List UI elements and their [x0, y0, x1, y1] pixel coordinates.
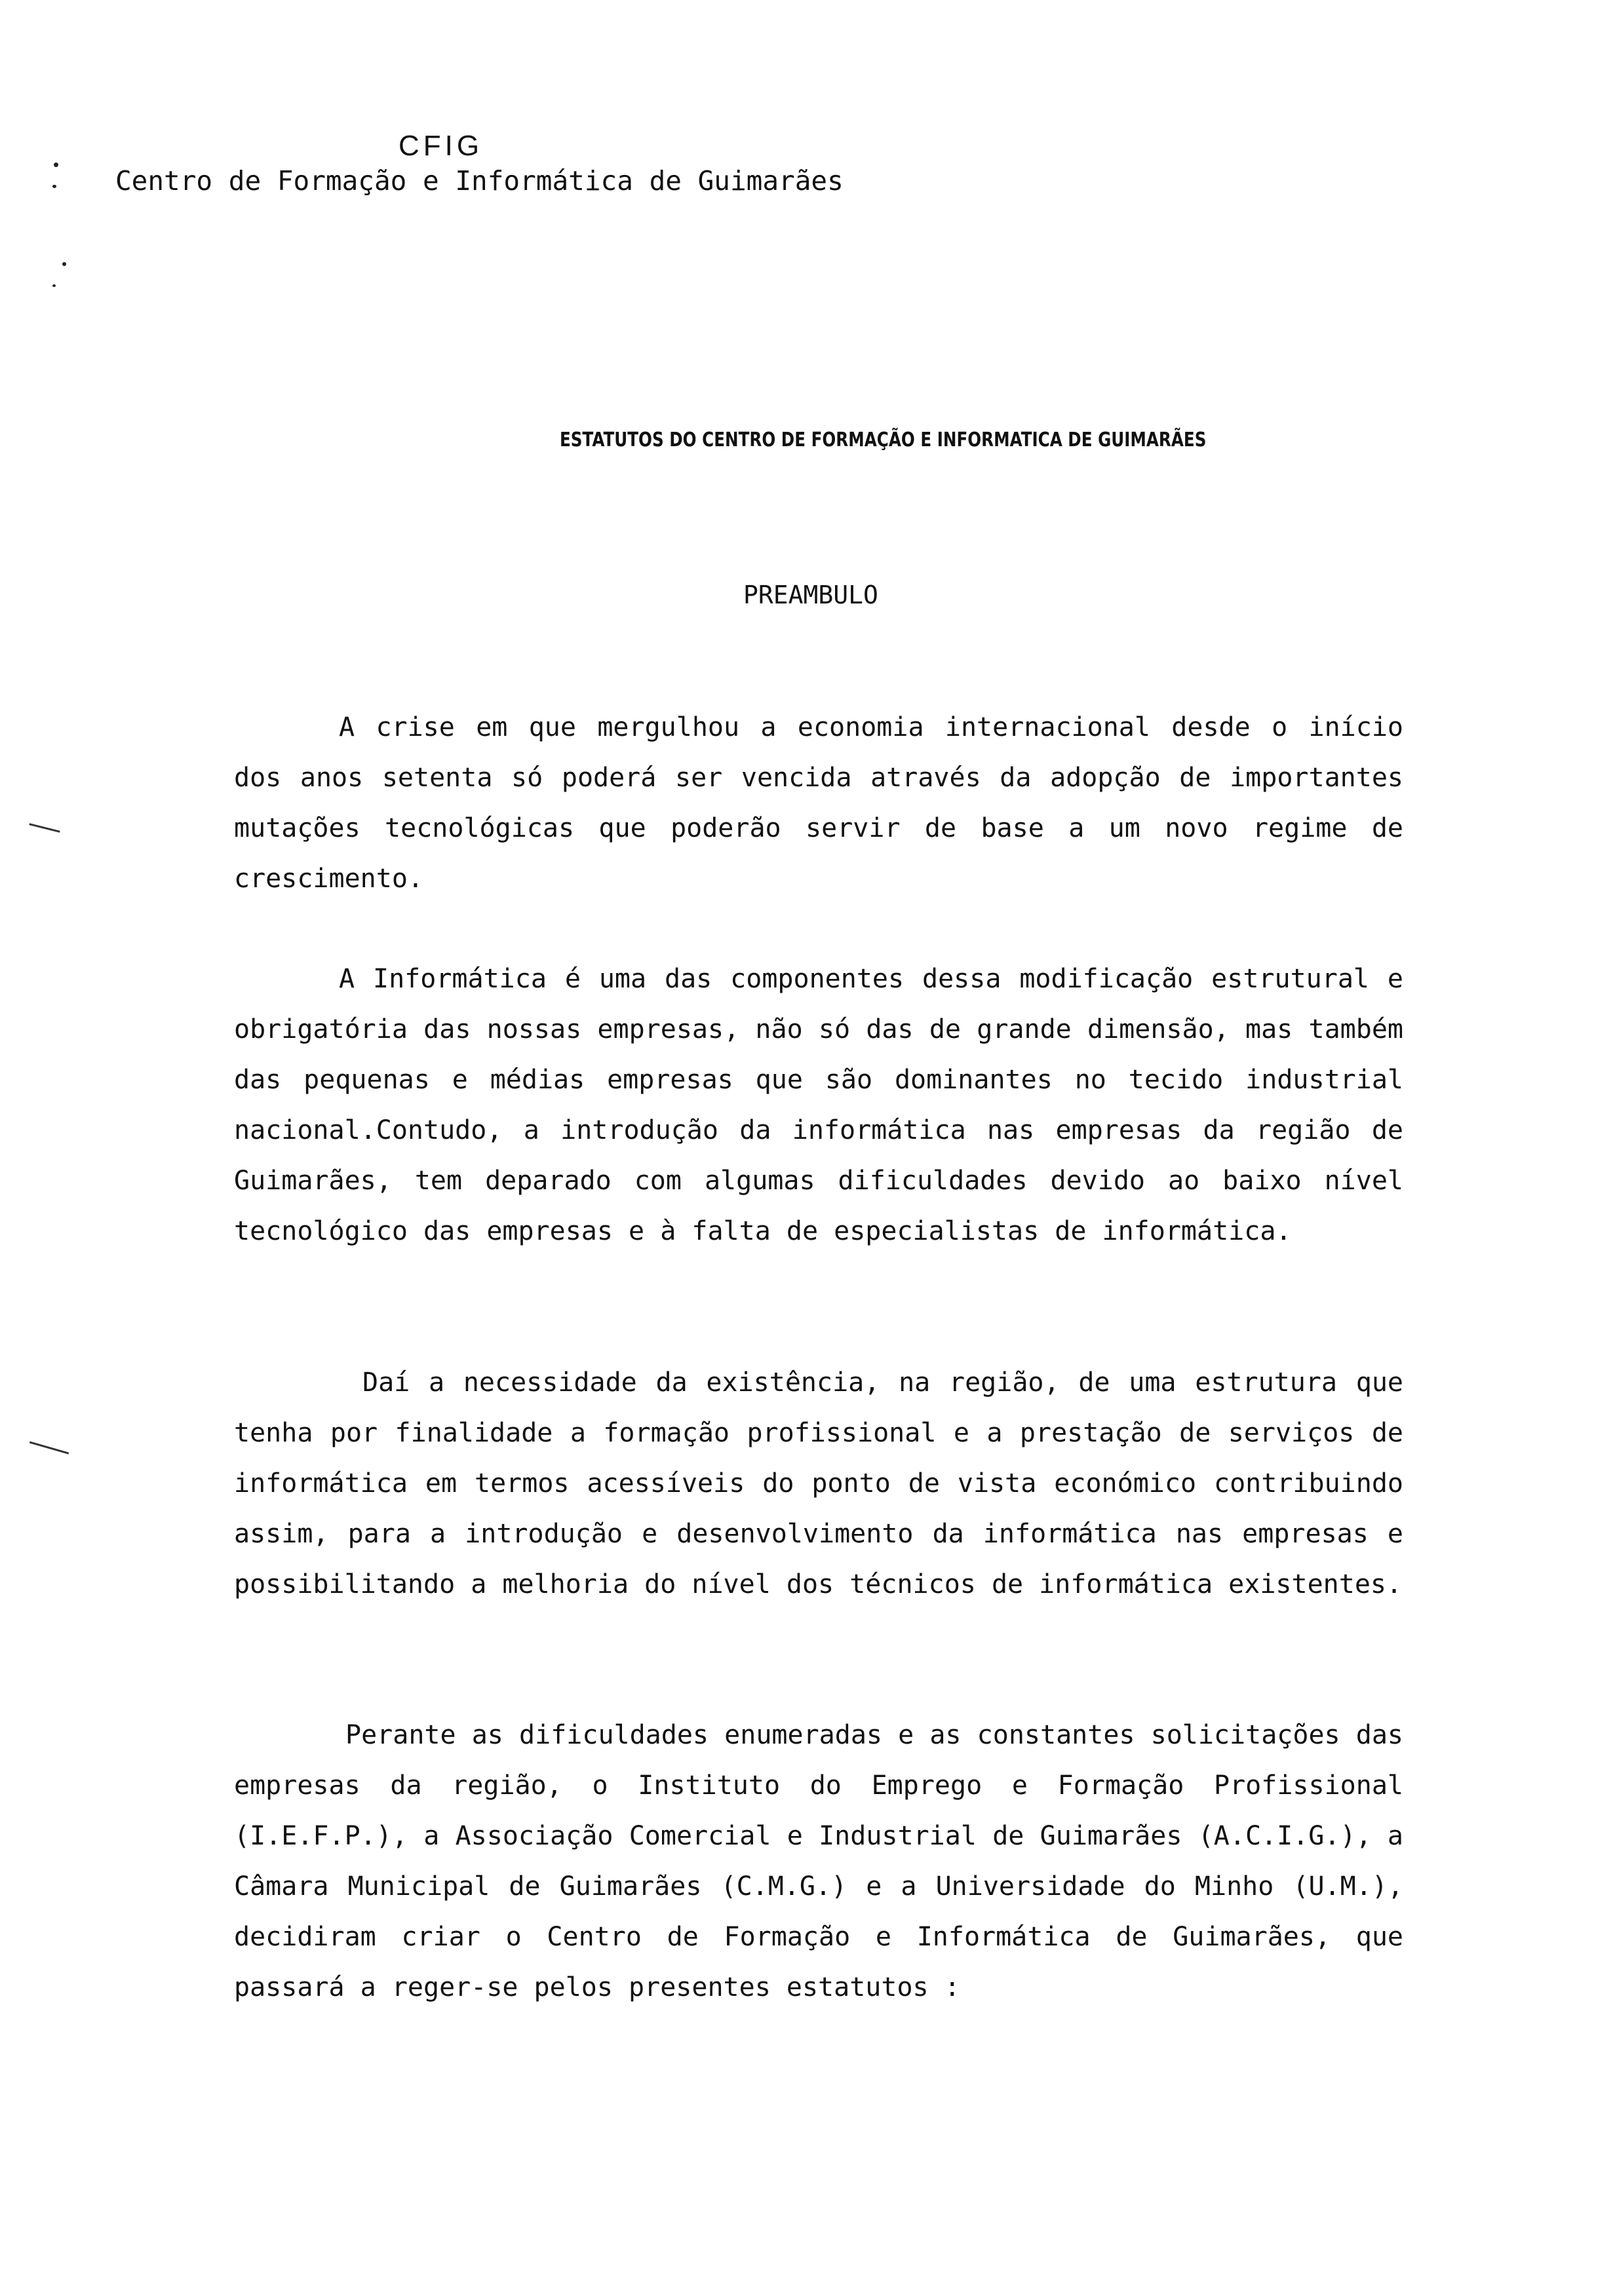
scan-dot [62, 262, 66, 266]
scan-dot [54, 163, 58, 167]
punch-mark [29, 1442, 69, 1455]
scan-dot [52, 185, 56, 188]
punch-mark [29, 823, 60, 833]
paragraph: Daí a necessidade da existência, na região, de uma estrutura que tenha por finalidade a formação profissional e a prestação de serviços de informática em termos acessíveis do ponto de vista económico contribuindo assim, para a introdução e desenvolvimento da informática nas empresas e possibilitando a melhoria do nível dos técnicos de informática existentes. [234, 1368, 1403, 1599]
section-heading: PREAMBULO [743, 581, 878, 609]
scan-dot [52, 284, 56, 287]
paragraph: A Informática é uma das componentes dessa modificação estrutural e obrigatória das nossas empresas, não só das de grande dimensão, mas também das pequenas e médias empresas que são dominantes no tecido industrial nacional.Contudo, a introdução da informática nas empresas da região de Guimarães, tem deparado com algumas dificuldades devido ao baixo nível tecnológico das empresas e à falta de especialistas de informática. [234, 964, 1403, 1246]
document-title: ESTATUTOS DO CENTRO DE FORMAÇÃO E INFORMATICA DE GUIMARÃES [560, 429, 1207, 451]
organization-abbreviation: CFIG [399, 130, 484, 162]
paragraph: Perante as dificuldades enumeradas e as constantes solicitações das empresas da região, o Instituto do Emprego e Formação Profissional (I.E.F.P.), a Associação Comercial e Industrial de Guimarães (A.C.I.G.), a Câmara Municipal de Guimarães (C.M.G.) e a Universidade do Minho (U.M.), decidiram criar o Centro de Formação e Informática de Guimarães, que passará a reger-se pelos presentes estatutos : [234, 1720, 1403, 2002]
paragraph: A crise em que mergulhou a economia internacional desde o início dos anos setenta só poderá ser vencida através da adopção de importantes mutações tecnológicas que poderão servir de base a um novo regime de crescimento. [234, 712, 1403, 894]
organization-name: Centro de Formação e Informática de Guimarães [115, 165, 844, 197]
